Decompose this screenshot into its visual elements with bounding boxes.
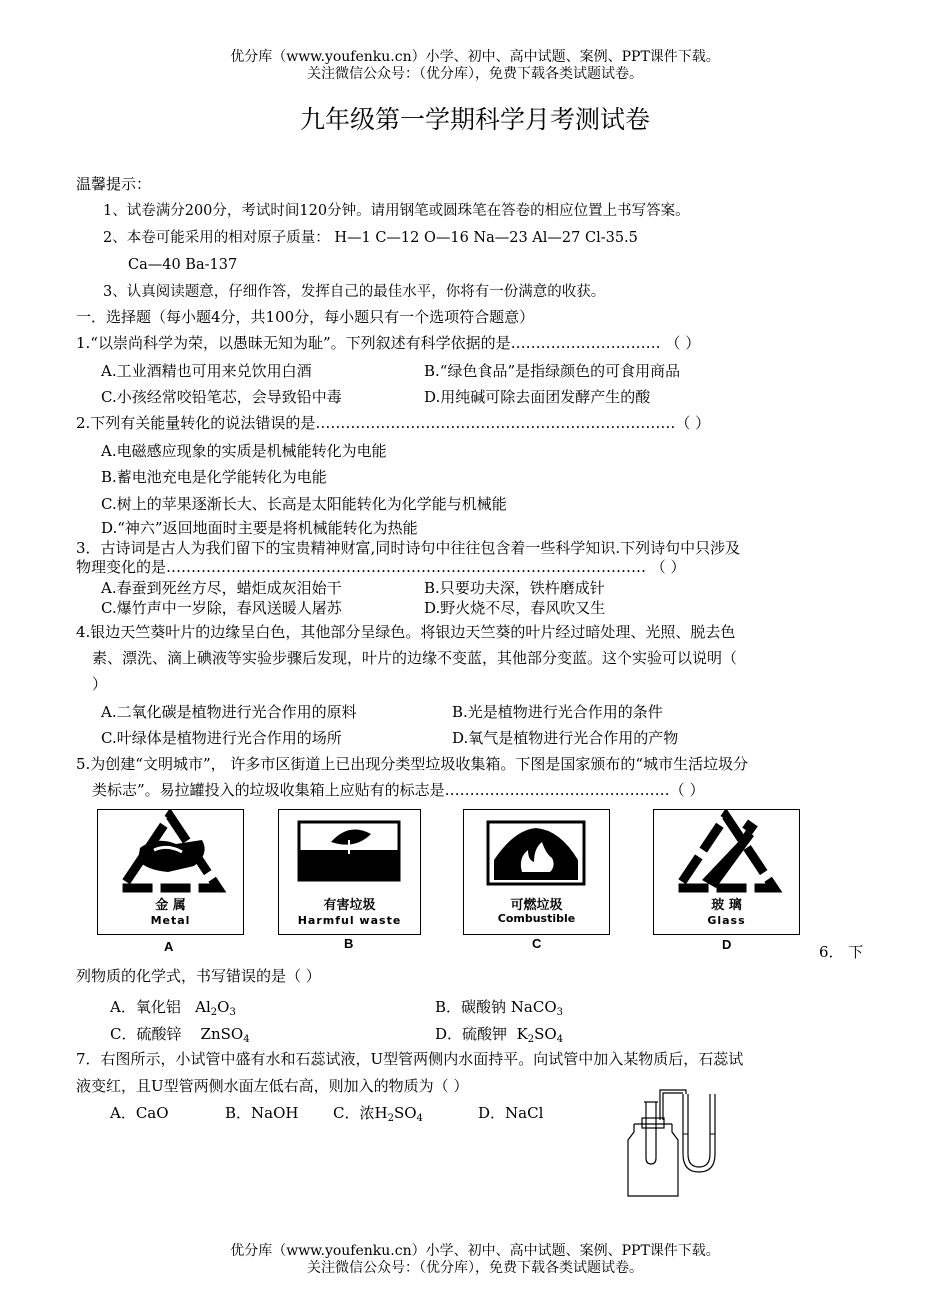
u-tube-apparatus-diagram [622,1084,722,1199]
sign-a-cn: 金 属 [155,898,186,913]
footer-line-1: 优分库（www.youfenku.cn）小学、初中、高中试题、案例、PPT课件下载。 [230,1243,720,1259]
q2-option-c[interactable]: C.树上的苹果逐渐长大、长高是太阳能转化为化学能与机械能 [101,495,507,513]
q6-stem: 列物质的化学式，书写错误的是（ ） [76,967,321,985]
q3-stem-2: 物理变化的是…………………………………………………………………………………… （ ） [76,558,686,576]
q5-stem-1: 5.为创建“文明城市”， 许多市区街道上已出现分类型垃圾收集箱。下图是国家颁布的“城市生活垃圾分 [76,755,749,773]
q6-b-name: B．碳酸钠 [435,998,507,1016]
q7-option-a[interactable]: A．CaO [110,1104,169,1122]
q3-option-a[interactable]: A.春蚕到死丝方尽，蜡炬成灰泪始干 [101,579,342,597]
flame-icon [464,810,609,890]
sign-b-en: Harmful waste [297,914,402,927]
q1-option-b[interactable]: B.“绿色食品”是指绿颜色的可食用商品 [424,362,681,380]
tip-3: 3、认真阅读题意，仔细作答，发挥自己的最佳水平，你将有一份满意的收获。 [103,284,606,300]
tips-heading: 温馨提示： [76,175,152,193]
tip-2: 2、本卷可能采用的相对原子质量： H—1 C—12 O—16 Na—23 Al—27 Cl-35.5 [103,230,638,246]
q6-option-b[interactable]: B．碳酸钠 NaCO$_3$ [435,998,564,1018]
q7-option-c[interactable]: C．浓$H_2SO_4$ [333,1104,423,1124]
sign-a-en: Metal [150,914,191,927]
sign-combustible[interactable] [463,809,610,935]
q2-option-a[interactable]: A.电磁感应现象的实质是机械能转化为电能 [101,442,387,460]
q3-option-b[interactable]: B.只要功夫深，铁杵磨成针 [424,579,605,597]
page-title: 九年级第一学期科学月考测试卷 [299,105,650,134]
q1-stem: 1.“以崇尚科学为荣，以愚昧无知为耻”。下列叙述有科学依据的是………………………… （ ） [76,334,701,352]
q4-option-c[interactable]: C.叶绿体是植物进行光合作用的场所 [101,729,342,747]
q2-option-d[interactable]: D.“神六”返回地面时主要是将机械能转化为热能 [101,519,418,537]
q7-option-b[interactable]: B．NaOH [225,1104,299,1122]
q3-stem-1: 3．古诗词是古人为我们留下的宝贵精神财富,同时诗句中往往包含着一些科学知识.下列诗句中只涉及 [76,539,741,557]
q3-option-d[interactable]: D.野火烧不尽，春风吹又生 [424,599,606,617]
q4-stem-2: 素、漂洗、滴上碘液等实验步骤后发现，叶片的边缘不变蓝，其他部分变蓝。这个实验可以说明（ [92,649,738,667]
q4-stem-1: 4.银边天竺葵叶片的边缘呈白色，其他部分呈绿色。将银边天竺葵的叶片经过暗处理、光照、脱去色 [76,623,736,641]
sign-c-label: C [532,936,542,951]
q2-option-b[interactable]: B.蓄电池充电是化学能转化为电能 [101,468,327,486]
q2-stem: 2.下列有关能量转化的说法错误的是………………………………………………………………（ ） [76,414,711,432]
q4-stem-3: ） [92,675,108,693]
sign-d-cn: 玻 璃 [711,898,742,913]
q1-option-a[interactable]: A.工业酒精也可用来兑饮用白酒 [101,362,312,380]
sign-c-en: Combustible [497,912,576,925]
sign-c-cn: 可燃垃圾 [510,898,563,913]
section-heading: 一．选择题（每小题4分，共100分，每小题只有一个选项符合题意） [76,308,535,326]
tip-1: 1、试卷满分200分，考试时间120分钟。请用钢笔或圆珠笔在答卷的相应位置上书写答案。 [103,203,690,219]
q7-c-prefix: C．浓 [333,1104,375,1122]
q7-stem-2: 液变红，且U型管两侧水面左低右高，则加入的物质为（ ） [76,1077,469,1095]
q1-option-d[interactable]: D.用纯碱可除去面团发酵产生的酸 [424,388,651,406]
q5-stem-2: 类标志”。易拉罐投入的垃圾收集箱上应贴有的标志是………………………………………（ ） [92,781,705,799]
q6-c-name: C．硫酸锌 [110,1025,182,1043]
q6-d-name: D．硫酸钾 [435,1025,508,1043]
q3-option-c[interactable]: C.爆竹声中一岁除，春风送暖人屠苏 [101,599,342,617]
sign-metal[interactable] [97,809,244,935]
q7-stem-1: 7．右图所示，小试管中盛有水和石蕊试液，U型管两侧内水面持平。向试管中加入某物质后，石蕊试 [76,1050,744,1068]
q4-option-d[interactable]: D.氧气是植物进行光合作用的产物 [452,729,679,747]
q6-option-c[interactable]: C．硫酸锌 ZnSO$_4$ [110,1025,250,1045]
q6-option-d[interactable]: D．硫酸钾 $K_2SO_4$ [435,1025,564,1045]
q6-a-name: A．氧化铝 [110,998,181,1016]
sign-a-label: A [164,939,174,954]
sign-d-en: Glass [707,914,746,927]
q6-stem-start: 6． 下 [819,943,864,961]
q4-option-b[interactable]: B.光是植物进行光合作用的条件 [452,703,663,721]
harmful-waste-icon [279,810,420,890]
header-line-2: 关注微信公众号：（优分库），免费下载各类试题试卷。 [307,66,643,82]
tip-2-cont: Ca—40 Ba-137 [128,257,238,273]
sign-glass[interactable] [653,809,800,935]
q6-option-a[interactable]: A．氧化铝 $Al_2O_3$ [110,998,236,1018]
header-line-1: 优分库（www.youfenku.cn）小学、初中、高中试题、案例、PPT课件下载。 [230,49,720,65]
q7-option-d[interactable]: D．NaCl [478,1104,544,1122]
sign-d-label: D [722,937,732,952]
sign-harmful[interactable] [278,809,421,935]
q4-option-a[interactable]: A.二氧化碳是植物进行光合作用的原料 [101,703,357,721]
metal-recycle-icon [98,810,243,895]
footer-line-2: 关注微信公众号：（优分库），免费下载各类试题试卷。 [307,1260,643,1276]
sign-b-label: B [344,936,354,951]
sign-b-cn: 有害垃圾 [323,898,376,913]
glass-recycle-icon [654,810,799,895]
q1-option-c[interactable]: C.小孩经常咬铅笔芯，会导致铅中毒 [101,388,342,406]
